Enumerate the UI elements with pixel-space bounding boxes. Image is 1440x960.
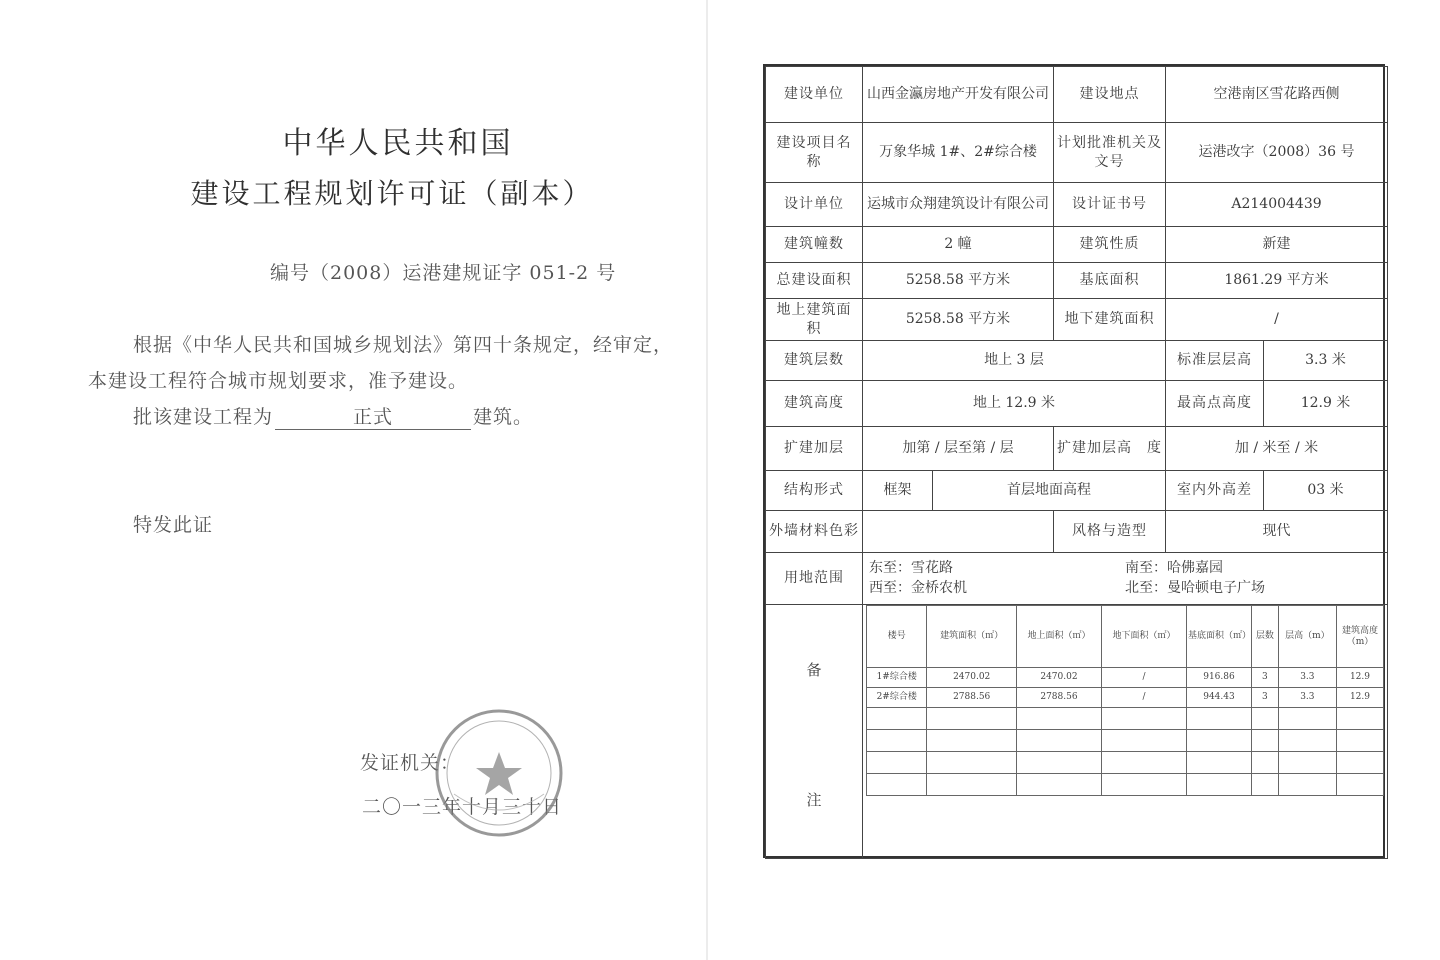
cell-value: 12.9 米 — [1264, 381, 1388, 427]
table-row — [766, 299, 1388, 341]
breakdown-empty-cell — [1016, 774, 1101, 796]
cell-value: 万象华城 1#、2#综合楼 — [863, 123, 1054, 183]
scope-east: 东至：雪花路 — [869, 560, 953, 576]
cell-label: 结构形式 — [766, 471, 863, 511]
breakdown-header-cell: 层高（m） — [1278, 606, 1336, 668]
permit-details-table — [765, 66, 1388, 859]
permit-details-form — [763, 64, 1385, 858]
breakdown-empty-cell — [927, 752, 1017, 774]
breakdown-cell: 944.43 — [1187, 688, 1252, 708]
cell-value: 新建 — [1166, 227, 1388, 263]
cell-label: 设计单位 — [766, 183, 863, 227]
breakdown-empty-cell — [1251, 774, 1278, 796]
breakdown-header-cell: 建筑高度（m） — [1336, 606, 1383, 668]
breakdown-empty-cell — [1278, 752, 1336, 774]
breakdown-empty-cell — [1278, 708, 1336, 730]
cell-value: 地上 12.9 米 — [863, 381, 1166, 427]
cell-label: 建筑高度 — [766, 381, 863, 427]
breakdown-empty-cell — [1278, 730, 1336, 752]
breakdown-empty-cell — [1187, 774, 1252, 796]
breakdown-empty-row — [867, 752, 1384, 774]
cell-label: 建设项目名 称 — [766, 123, 863, 183]
breakdown-cell: 2470.02 — [927, 668, 1017, 688]
breakdown-empty-cell — [1101, 708, 1186, 730]
breakdown-cell: 3.3 — [1278, 668, 1336, 688]
breakdown-empty-cell — [1278, 774, 1336, 796]
breakdown-header-cell: 地下面积（㎡） — [1101, 606, 1186, 668]
table-row — [766, 511, 1388, 553]
approval-type-value: 正式 — [275, 402, 471, 430]
breakdown-empty-cell — [1101, 730, 1186, 752]
cell-value: 3.3 米 — [1264, 341, 1388, 381]
breakdown-header-cell: 层数 — [1251, 606, 1278, 668]
cell-label: 地下建筑面积 — [1054, 299, 1166, 341]
building-breakdown-table — [866, 605, 1384, 796]
cell-value: 加第 / 层至第 / 层 — [863, 427, 1054, 471]
breakdown-row — [867, 668, 1384, 688]
breakdown-empty-cell — [1016, 708, 1101, 730]
cell-value: 运城市众翔建筑设计有限公司 — [863, 183, 1054, 227]
breakdown-header-row — [867, 606, 1384, 668]
cell-value: 运港改字（2008）36 号 — [1166, 123, 1388, 183]
cell-value: 首层地面高程 — [933, 471, 1166, 511]
cell-value: 5258.58 平方米 — [863, 263, 1054, 299]
permit-cover-page — [0, 0, 706, 960]
page-title-country: 中华人民共和国 — [282, 126, 514, 161]
breakdown-empty-cell — [867, 752, 927, 774]
cell-value: A214004439 — [1166, 183, 1388, 227]
breakdown-empty-cell — [867, 708, 927, 730]
breakdown-empty-row — [867, 774, 1384, 796]
remarks-label-b: 注 — [806, 791, 822, 809]
breakdown-empty-cell — [1101, 774, 1186, 796]
official-seal-stamp — [432, 706, 566, 840]
breakdown-header-cell: 基底面积（㎡） — [1187, 606, 1252, 668]
table-row — [766, 123, 1388, 183]
breakdown-empty-cell — [1187, 708, 1252, 730]
remarks-label-cell — [766, 605, 863, 859]
breakdown-empty-cell — [1336, 708, 1383, 730]
breakdown-empty-row — [867, 708, 1384, 730]
seal-star-icon — [476, 752, 522, 795]
cell-value: 1861.29 平方米 — [1166, 263, 1388, 299]
breakdown-cell: / — [1101, 688, 1186, 708]
cell-label: 地上建筑面 积 — [766, 299, 863, 341]
cell-label: 计划批准机关及文号 — [1054, 123, 1166, 183]
approval-prefix: 批该建设工程为 — [133, 406, 274, 428]
cell-label: 扩建加层高 度 — [1054, 427, 1166, 471]
cell-label: 最高点高度 — [1166, 381, 1264, 427]
table-row — [766, 183, 1388, 227]
remarks-label-a: 备 — [806, 661, 822, 679]
table-row — [766, 341, 1388, 381]
breakdown-cell: 3.3 — [1278, 688, 1336, 708]
cell-label: 基底面积 — [1054, 263, 1166, 299]
breakdown-empty-cell — [1251, 708, 1278, 730]
breakdown-empty-cell — [1187, 730, 1252, 752]
legal-basis-line1: 根据《中华人民共和国城乡规划法》第四十条规定，经审定， — [133, 334, 674, 356]
table-row — [766, 553, 1388, 605]
breakdown-cell: 12.9 — [1336, 688, 1383, 708]
cell-label: 总建设面积 — [766, 263, 863, 299]
table-row — [766, 381, 1388, 427]
legal-basis-line2: 本建设工程符合城市规划要求，准予建设。 — [88, 370, 469, 392]
breakdown-cell: 1#综合楼 — [867, 668, 927, 688]
cell-value: 现代 — [1166, 511, 1388, 553]
cell-label: 风格与造型 — [1054, 511, 1166, 553]
cell-label: 标准层层高 — [1166, 341, 1264, 381]
breakdown-empty-cell — [1251, 730, 1278, 752]
breakdown-empty-cell — [1251, 752, 1278, 774]
breakdown-empty-cell — [1336, 730, 1383, 752]
scope-south: 南至：哈佛嘉园 — [1125, 560, 1223, 576]
cell-value: 03 米 — [1264, 471, 1388, 511]
breakdown-cell: 916.86 — [1187, 668, 1252, 688]
breakdown-empty-cell — [867, 774, 927, 796]
breakdown-cell: 2788.56 — [1016, 688, 1101, 708]
table-row — [766, 427, 1388, 471]
issue-date: 二〇一三年十月三十日 — [362, 796, 563, 818]
cell-label: 建筑性质 — [1054, 227, 1166, 263]
approval-suffix: 建筑。 — [473, 406, 534, 428]
breakdown-empty-cell — [927, 708, 1017, 730]
breakdown-empty-cell — [1016, 730, 1101, 752]
cell-label: 建设地点 — [1054, 67, 1166, 123]
cell-value: 空港南区雪花路西侧 — [1166, 67, 1388, 123]
breakdown-row — [867, 688, 1384, 708]
breakdown-cell: 2470.02 — [1016, 668, 1101, 688]
issuing-authority-label: 发证机关： — [360, 752, 461, 774]
cell-value: 框架 — [863, 471, 933, 511]
breakdown-header-cell: 建筑面积（㎡） — [927, 606, 1017, 668]
cell-value: 加 / 米至 / 米 — [1166, 427, 1388, 471]
breakdown-cell: 3 — [1251, 668, 1278, 688]
breakdown-empty-cell — [1336, 774, 1383, 796]
breakdown-cell: 2788.56 — [927, 688, 1017, 708]
breakdown-empty-cell — [927, 774, 1017, 796]
cell-label: 建筑层数 — [766, 341, 863, 381]
breakdown-empty-cell — [1016, 752, 1101, 774]
cell-label: 建设单位 — [766, 67, 863, 123]
breakdown-empty-cell — [1336, 752, 1383, 774]
breakdown-empty-row — [867, 730, 1384, 752]
breakdown-cell: / — [1101, 668, 1186, 688]
cell-label: 用地范围 — [766, 553, 863, 605]
cell-value: 5258.58 平方米 — [863, 299, 1054, 341]
table-row — [766, 67, 1388, 123]
cell-label: 室内外高差 — [1166, 471, 1264, 511]
breakdown-empty-cell — [1187, 752, 1252, 774]
cell-value: 2 幢 — [863, 227, 1054, 263]
scope-north: 北至：曼哈顿电子广场 — [1125, 580, 1265, 596]
cell-value: / — [1166, 299, 1388, 341]
breakdown-empty-cell — [867, 730, 927, 752]
table-row — [766, 263, 1388, 299]
table-row — [766, 227, 1388, 263]
page-title-permit: 建设工程规划许可证（副本） — [190, 177, 594, 210]
scope-west: 西至：金桥农机 — [869, 580, 967, 596]
breakdown-cell: 2#综合楼 — [867, 688, 927, 708]
cell-value: 地上 3 层 — [863, 341, 1166, 381]
land-scope-cell — [863, 553, 1388, 605]
breakdown-header-cell: 地上面积（㎡） — [1016, 606, 1101, 668]
cell-value: 山西金瀛房地产开发有限公司 — [863, 67, 1054, 123]
table-row — [766, 605, 1388, 859]
cell-label: 建筑幢数 — [766, 227, 863, 263]
remarks-content — [863, 605, 1388, 859]
breakdown-cell: 12.9 — [1336, 668, 1383, 688]
table-row — [766, 471, 1388, 511]
breakdown-empty-cell — [1101, 752, 1186, 774]
special-issue-note: 特发此证 — [133, 514, 214, 536]
cell-label: 设计证书号 — [1054, 183, 1166, 227]
approval-line — [133, 402, 533, 430]
permit-number: 编号（2008）运港建规证字 051-2 号 — [270, 262, 617, 284]
breakdown-header-cell: 楼号 — [867, 606, 927, 668]
cell-label: 扩建加层 — [766, 427, 863, 471]
breakdown-cell: 3 — [1251, 688, 1278, 708]
breakdown-empty-cell — [927, 730, 1017, 752]
cell-value — [863, 511, 1054, 553]
cell-label: 外墙材料色彩 — [766, 511, 863, 553]
